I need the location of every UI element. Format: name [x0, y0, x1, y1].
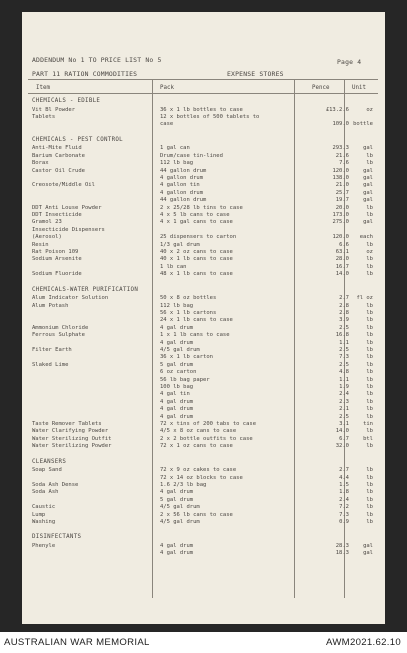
pack-size: Drum/case tin-lined — [160, 152, 223, 159]
section-title: CHEMICALS - EDIBLE — [32, 98, 101, 104]
table-row — [22, 325, 385, 332]
item-name: Alum Potash — [32, 302, 69, 309]
unit-value: lb — [366, 152, 373, 159]
item-name: Water Sterilizing Outfit — [32, 435, 112, 442]
unit-value: gal — [363, 167, 373, 174]
section-title: CHEMICALS - PEST CONTROL — [32, 136, 123, 143]
item-name: Slaked Lime — [32, 361, 69, 368]
table-row — [22, 295, 385, 302]
table-row — [22, 317, 385, 324]
price-value: 2.7 — [339, 295, 349, 302]
pack-size: 1 x 1 lb cans to case — [160, 332, 230, 339]
table-row — [22, 264, 385, 271]
table-row — [22, 182, 385, 189]
unit-value: gal — [363, 145, 373, 152]
item-name: Tablets — [32, 114, 56, 120]
table-row — [22, 399, 385, 406]
table-row — [22, 354, 385, 361]
pack-size: 1/3 gal drum — [160, 241, 200, 248]
unit-value: lb — [366, 361, 373, 368]
table-row — [22, 160, 385, 167]
table-row — [22, 242, 385, 249]
unit-value: lb — [366, 406, 373, 413]
unit-value: lb — [366, 347, 373, 353]
pack-size: 4 gal drum — [160, 550, 194, 557]
unit-value: lb — [366, 443, 373, 450]
pack-size: 25 dispensers to carton — [160, 234, 237, 241]
pack-size: 40 x 1 lb cans to case — [160, 256, 233, 263]
column-header-pack: Pack — [160, 85, 174, 91]
unit-value: lb — [366, 511, 373, 518]
footer-bar — [0, 632, 407, 653]
price-value: £13.2.6 — [325, 106, 349, 113]
price-value: 2.5 — [339, 324, 349, 331]
unit-value: btl — [363, 435, 373, 442]
price-value: 1.1 — [339, 376, 349, 383]
table-row — [22, 153, 385, 160]
table-row — [22, 406, 385, 413]
price-value: 2.8 — [339, 310, 349, 316]
pack-size: 44 gallon drum — [160, 197, 207, 204]
price-value: 18.3 — [335, 550, 349, 557]
table-row — [22, 145, 385, 152]
price-value: 120.0 — [332, 167, 349, 174]
price-value: 4.4 — [339, 474, 349, 481]
price-value: 6.6 — [339, 241, 349, 248]
price-value: 25.7 — [335, 189, 349, 196]
item-name: Insecticide Dispensers — [32, 226, 105, 233]
price-value: 2.7 — [339, 467, 349, 474]
item-name: Resin — [32, 241, 49, 248]
unit-value: lb — [366, 241, 373, 248]
item-name: Filter Earth — [32, 347, 72, 353]
table-row — [22, 121, 385, 128]
table-row — [22, 234, 385, 241]
pack-size: 56 lb bag paper — [160, 376, 210, 383]
unit-value: lb — [366, 256, 373, 263]
price-value: 2.3 — [339, 398, 349, 405]
table-row — [22, 467, 385, 474]
unit-value: lb — [366, 263, 373, 270]
price-value: 1.9 — [339, 384, 349, 390]
section-title: CLEANSERS — [32, 458, 67, 465]
price-value: 2.5 — [339, 347, 349, 353]
item-name: DDT Anti Louse Powder — [32, 204, 102, 211]
pack-size: 4 gal drum — [160, 339, 194, 346]
pack-size: 40 x 2 oz cans to case — [160, 249, 233, 255]
table-row — [22, 377, 385, 384]
pack-size: 4 gal drum — [160, 324, 194, 331]
pack-size: 4 gal drum — [160, 406, 194, 413]
price-value: 173.0 — [332, 212, 349, 218]
pack-size: 4 x 1 gal cans to case — [160, 219, 233, 226]
table-row — [22, 168, 385, 175]
pack-size: 4 x 5 lb cans to case — [160, 212, 230, 218]
part-title: PART 11 RATION COMMODITIES — [32, 70, 138, 78]
table-row — [22, 550, 385, 557]
table-row — [22, 256, 385, 263]
unit-value: oz — [366, 249, 373, 255]
table-row — [22, 384, 385, 391]
table-row — [22, 362, 385, 369]
table-row — [22, 303, 385, 310]
pack-size: 72 x tins of 200 tabs to case — [160, 421, 257, 427]
unit-value: lb — [366, 467, 373, 474]
pack-size: 44 gallon drum — [160, 167, 207, 174]
item-name: Washing — [32, 519, 56, 525]
part-subtitle: EXPENSE STORES — [227, 70, 284, 78]
item-name: Gramol 23 — [32, 219, 62, 226]
pack-size: 36 x 1 lb bottles to case — [160, 106, 243, 113]
unit-value: lb — [366, 489, 373, 496]
price-value: 1.8 — [339, 489, 349, 496]
unit-value: lb — [366, 354, 373, 361]
price-value: 28.3 — [335, 543, 349, 549]
item-name: Soap Sand — [32, 467, 62, 474]
price-value: 4.8 — [339, 369, 349, 376]
pack-size: 4 gal drum — [160, 543, 194, 549]
price-value: 63.1 — [335, 249, 349, 255]
price-value: 1.5 — [339, 482, 349, 488]
price-value: 21.0 — [335, 182, 349, 189]
pack-size: 12 x bottles of 500 tablets to — [160, 114, 260, 120]
item-name: Soda Ash — [32, 489, 59, 496]
pack-size: 24 x 1 lb cans to case — [160, 317, 233, 324]
unit-value: gal — [363, 189, 373, 196]
item-name: Water Sterilizing Powder — [32, 443, 112, 450]
table-row — [22, 421, 385, 428]
table-row — [22, 543, 385, 550]
item-name: Phenyle — [32, 543, 56, 549]
unit-value: bottle — [353, 121, 373, 128]
page-number: Page 4 — [337, 58, 362, 66]
footer-accession: AWM2021.62.10 — [325, 637, 401, 648]
item-name: Anti-Mite Fluid — [32, 145, 82, 152]
unit-value: lb — [366, 384, 373, 390]
section-title: DISINFECTANTS — [32, 534, 82, 541]
unit-value: tin — [363, 421, 373, 427]
table-row — [22, 212, 385, 219]
price-value: 28.0 — [335, 256, 349, 263]
item-name: Castor Oil Crude — [32, 167, 85, 174]
price-value: 7.3 — [339, 511, 349, 518]
table-row — [22, 249, 385, 256]
pack-size: 1 lb can — [160, 263, 187, 270]
table-row — [22, 107, 385, 114]
table-row — [22, 519, 385, 526]
table-row — [22, 190, 385, 197]
unit-value: lb — [366, 519, 373, 525]
pack-size: 1 gal can — [160, 145, 190, 152]
pack-size: 4 gal drum — [160, 398, 194, 405]
table-row — [22, 332, 385, 339]
table-row — [22, 340, 385, 347]
pack-size: 4 gallon drum — [160, 189, 204, 196]
pack-size: 100 lb bag — [160, 384, 194, 390]
item-name: Soda Ash Dense — [32, 482, 79, 488]
price-value: 275.0 — [332, 219, 349, 226]
item-name: Water Clarifying Powder — [32, 428, 109, 435]
price-value: 19.7 — [335, 197, 349, 204]
unit-value: fl oz — [356, 295, 373, 302]
table-row — [22, 504, 385, 511]
unit-value: lb — [366, 474, 373, 481]
unit-value: gal — [363, 182, 373, 189]
item-name: Creosote/Middle Oil — [32, 182, 95, 189]
table-row — [22, 310, 385, 317]
price-value: 32.0 — [335, 443, 349, 450]
column-header-item: Item — [36, 85, 50, 91]
unit-value: lb — [366, 413, 373, 420]
price-value: 7.2 — [339, 504, 349, 511]
pack-size: 72 x 9 oz cakes to case — [160, 467, 237, 474]
pack-size: 2 x 2 bottle outfits to case — [160, 435, 253, 442]
unit-value: lb — [366, 204, 373, 211]
pack-size: case — [160, 121, 174, 128]
unit-value: gal — [363, 550, 373, 557]
table-row — [22, 219, 385, 226]
pack-size: 4/5 gal drum — [160, 504, 200, 511]
unit-value: gal — [363, 175, 373, 181]
item-name: Rat Poison 109 — [32, 249, 79, 255]
item-name: Lump — [32, 511, 46, 518]
price-value: 14.0 — [335, 428, 349, 435]
unit-value: lb — [366, 376, 373, 383]
table-row — [22, 114, 385, 121]
unit-value: gal — [363, 543, 373, 549]
item-name: Taste Remover Tablets — [32, 421, 102, 427]
pack-size: 4/5 x 8 oz cans to case — [160, 428, 237, 435]
unit-value: lb — [366, 324, 373, 331]
unit-value: lb — [366, 504, 373, 511]
price-value: 293.3 — [332, 145, 349, 152]
column-header-rule — [28, 93, 378, 94]
item-name: Ammonium Chloride — [32, 324, 89, 331]
unit-value: lb — [366, 332, 373, 339]
item-name: Sodium Fluoride — [32, 271, 82, 278]
table-row — [22, 205, 385, 212]
footer-credit: AUSTRALIAN WAR MEMORIAL — [4, 637, 150, 648]
price-value: 1.1 — [339, 339, 349, 346]
table-row — [22, 347, 385, 354]
pack-size: 1.6 2/3 lb bag — [160, 482, 207, 488]
pack-size: 4/5 gal drum — [160, 519, 200, 525]
item-name: Alum Indicator Solution — [32, 295, 109, 302]
section-title: CHEMICALS-WATER PURIFICATION — [32, 286, 139, 293]
price-value: 109.0 — [332, 121, 349, 128]
column-header-unit: Unit — [352, 85, 366, 91]
pack-size: 2 x 25/28 lb tins to case — [160, 204, 243, 211]
pack-size: 50 x 8 oz bottles — [160, 295, 217, 302]
price-value: 7.6 — [339, 160, 349, 167]
price-value: 20.0 — [335, 204, 349, 211]
item-name: Vit Bl Powder — [32, 106, 76, 113]
price-value: 16.7 — [335, 263, 349, 270]
price-value: 2.4 — [339, 496, 349, 503]
pack-size: 4 gallon tin — [160, 182, 200, 189]
unit-value: lb — [366, 482, 373, 488]
unit-value: lb — [366, 310, 373, 316]
price-value: 7.3 — [339, 354, 349, 361]
item-name: Sodium Arsenite — [32, 256, 82, 263]
unit-value: lb — [366, 339, 373, 346]
price-value: 2.8 — [339, 302, 349, 309]
pack-size: 5 gal drum — [160, 496, 194, 503]
unit-value: oz — [366, 106, 373, 113]
price-value: 6.7 — [339, 435, 349, 442]
table-row — [22, 227, 385, 234]
pack-size: 112 lb bag — [160, 160, 194, 167]
pack-size: 112 lb bag — [160, 302, 194, 309]
unit-value: lb — [366, 317, 373, 324]
pack-size: 6 oz carton — [160, 369, 197, 376]
item-name: Ferrous Sulphate — [32, 332, 85, 339]
pack-size: 4 gal drum — [160, 489, 194, 496]
price-value: 3.1 — [339, 421, 349, 427]
item-name: Borax — [32, 160, 49, 167]
unit-value: lb — [366, 391, 373, 398]
price-value: 120.0 — [332, 234, 349, 241]
item-name: (Aerosol) — [32, 234, 62, 241]
unit-value: gal — [363, 219, 373, 226]
item-name: Barium Carbonate — [32, 152, 85, 159]
price-value: 2.4 — [339, 391, 349, 398]
table-row — [22, 175, 385, 182]
table-row — [22, 428, 385, 435]
header-rule — [28, 79, 378, 80]
unit-value: lb — [366, 398, 373, 405]
pack-size: 4 gal tin — [160, 391, 190, 398]
price-value: 16.8 — [335, 332, 349, 339]
table-row — [22, 197, 385, 204]
table-row — [22, 475, 385, 482]
item-name: Caustic — [32, 504, 56, 511]
table-row — [22, 489, 385, 496]
table-row — [22, 271, 385, 278]
table-row — [22, 512, 385, 519]
pack-size: 72 x 1 oz cans to case — [160, 443, 233, 450]
table-row — [22, 414, 385, 421]
table-row — [22, 369, 385, 376]
price-value: 14.0 — [335, 271, 349, 278]
addendum-title: ADDENDUM No 1 TO PRICE LIST No 5 — [32, 56, 162, 64]
document-page — [22, 12, 385, 624]
unit-value: gal — [363, 197, 373, 204]
table-row — [22, 497, 385, 504]
pack-size: 5 gal drum — [160, 361, 194, 368]
pack-size: 2 x 56 lb cans to case — [160, 511, 233, 518]
price-value: 21.6 — [335, 152, 349, 159]
unit-value: lb — [366, 212, 373, 218]
column-header-price: Pence — [312, 85, 330, 91]
unit-value: lb — [366, 369, 373, 376]
pack-size: 4 gal drum — [160, 413, 194, 420]
pack-size: 36 x 1 lb carton — [160, 354, 213, 361]
table-row — [22, 436, 385, 443]
unit-value: each — [359, 234, 373, 241]
unit-value: lb — [366, 428, 373, 435]
pack-size: 72 x 14 oz blocks to case — [160, 474, 243, 481]
pack-size: 4/5 gal drum — [160, 347, 200, 353]
pack-size: 4 gallon drum — [160, 175, 204, 181]
table-row — [22, 391, 385, 398]
price-value: 0.9 — [339, 519, 349, 525]
item-name: DDT Insecticide — [32, 212, 82, 218]
unit-value: lb — [366, 302, 373, 309]
pack-size: 56 x 1 lb cartons — [160, 310, 217, 316]
unit-value: lb — [366, 271, 373, 278]
price-value: 2.5 — [339, 413, 349, 420]
price-value: 3.9 — [339, 317, 349, 324]
pack-size: 48 x 1 lb cans to case — [160, 271, 233, 278]
unit-value: lb — [366, 160, 373, 167]
price-value: 2.1 — [339, 406, 349, 413]
price-value: 2.5 — [339, 361, 349, 368]
unit-value: lb — [366, 496, 373, 503]
table-row — [22, 482, 385, 489]
price-value: 138.0 — [332, 175, 349, 181]
table-row — [22, 443, 385, 450]
